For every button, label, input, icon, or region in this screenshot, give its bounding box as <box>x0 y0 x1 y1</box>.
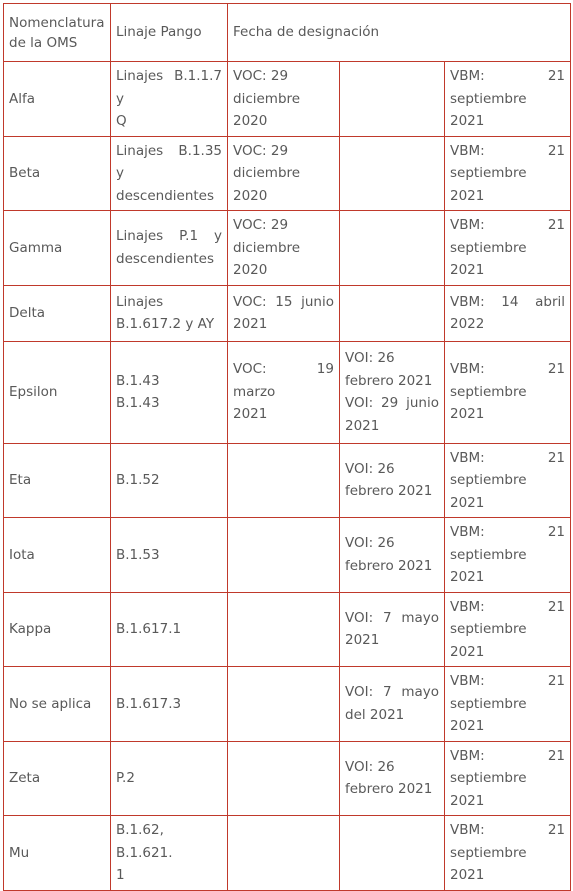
cell-pango <box>111 136 228 211</box>
table-row <box>4 667 571 742</box>
cell-line: B.1.53 <box>116 546 160 563</box>
cell-line: 2021 <box>233 316 268 332</box>
variants-table <box>3 3 571 891</box>
cell-voi <box>340 741 445 816</box>
cell-voc <box>228 341 340 443</box>
cell-voc <box>228 816 340 891</box>
cell-pango <box>111 211 228 286</box>
cell-line: VBM: 14 abril <box>450 293 566 310</box>
cell-line: VBM: 21 <box>450 822 566 838</box>
header-designation-date: Fecha de designación <box>228 4 571 62</box>
cell-name <box>4 741 111 816</box>
header-who-name <box>4 4 111 62</box>
cell-line: diciembre 2020 <box>233 239 301 278</box>
cell-line: VBM: 21 <box>450 68 566 84</box>
cell-vbm <box>445 136 571 211</box>
cell-text: No se aplica <box>9 695 92 712</box>
table-row <box>4 443 571 518</box>
cell-line: septiembre 2021 <box>450 90 527 129</box>
cell-line: B.1.62, B.1.621. <box>116 822 173 861</box>
cell-voi <box>340 667 445 742</box>
cell-line: VOI: 26 <box>345 350 395 366</box>
cell-name <box>4 518 111 593</box>
cell-pango <box>111 667 228 742</box>
cell-line: 1 <box>116 867 125 883</box>
header-row <box>4 4 571 62</box>
cell-line: VBM: 21 <box>450 217 566 233</box>
cell-line: VBM: 21 <box>450 449 566 466</box>
cell-pango <box>111 341 228 443</box>
cell-text: Beta <box>9 165 41 181</box>
cell-line: 2021 <box>345 632 380 649</box>
cell-text: Alfa <box>9 90 36 107</box>
cell-text: Gamma <box>9 239 63 256</box>
cell-pango <box>111 518 228 593</box>
cell-vbm <box>445 518 571 593</box>
cell-line: septiembre 2021 <box>450 472 527 511</box>
cell-line: diciembre 2020 <box>233 165 301 204</box>
cell-line: Q <box>116 113 127 129</box>
cell-voi <box>340 816 445 891</box>
cell-line: Linajes B.1.1.7 y <box>116 68 222 107</box>
table-row <box>4 62 571 137</box>
table-row <box>4 741 571 816</box>
table-row <box>4 816 571 891</box>
cell-voc <box>228 211 340 286</box>
cell-voi <box>340 443 445 518</box>
cell-text: Delta <box>9 304 46 321</box>
cell-line: B.1.617.2 y AY <box>116 316 215 332</box>
cell-pango <box>111 816 228 891</box>
cell-voc <box>228 592 340 667</box>
cell-name <box>4 136 111 211</box>
cell-name <box>4 816 111 891</box>
cell-line: Linajes B.1.35 y <box>116 142 222 181</box>
cell-line: VBM: 21 <box>450 361 566 378</box>
table-row <box>4 518 571 593</box>
cell-pango <box>111 592 228 667</box>
cell-line: B.1.617.3 <box>116 695 182 712</box>
cell-line: diciembre 2020 <box>233 90 301 129</box>
cell-text: Eta <box>9 472 32 488</box>
table-row <box>4 341 571 443</box>
cell-vbm <box>445 285 571 341</box>
cell-line: B.1.43 <box>116 372 160 389</box>
cell-text: Iota <box>9 546 35 563</box>
cell-line: 2021 <box>345 417 380 434</box>
cell-line: septiembre 2021 <box>450 695 527 734</box>
cell-text: Mu <box>9 844 30 861</box>
cell-name <box>4 62 111 137</box>
cell-voc <box>228 443 340 518</box>
cell-text: Zeta <box>9 770 41 786</box>
cell-voi <box>340 341 445 443</box>
cell-line: septiembre 2021 <box>450 239 527 278</box>
cell-line: descendientes <box>116 250 215 267</box>
cell-line: VOC: 29 <box>233 142 289 159</box>
cell-line: febrero 2021 <box>345 372 433 389</box>
cell-voc <box>228 741 340 816</box>
table-row <box>4 136 571 211</box>
cell-vbm <box>445 341 571 443</box>
cell-voi <box>340 592 445 667</box>
cell-vbm <box>445 443 571 518</box>
cell-line: VBM: 21 <box>450 598 566 615</box>
cell-line: septiembre 2021 <box>450 165 527 204</box>
cell-line: VOC: 29 <box>233 217 289 233</box>
table-row <box>4 285 571 341</box>
cell-voc <box>228 136 340 211</box>
cell-vbm <box>445 592 571 667</box>
cell-line: Linajes <box>116 293 164 310</box>
cell-line: B.1.52 <box>116 472 160 488</box>
cell-line: B.1.43 <box>116 395 160 411</box>
cell-line: VBM: 21 <box>450 747 566 764</box>
cell-line: VOC: 29 <box>233 68 289 84</box>
cell-name <box>4 211 111 286</box>
cell-pango <box>111 443 228 518</box>
table-row <box>4 592 571 667</box>
table-row <box>4 211 571 286</box>
cell-line: febrero 2021 <box>345 557 433 574</box>
cell-name <box>4 667 111 742</box>
cell-vbm <box>445 667 571 742</box>
cell-voc <box>228 518 340 593</box>
cell-voi <box>340 136 445 211</box>
cell-line: P.2 <box>116 770 135 786</box>
cell-voc <box>228 62 340 137</box>
cell-line: descendientes <box>116 187 215 204</box>
cell-line: febrero 2021 <box>345 781 433 798</box>
cell-line: febrero 2021 <box>345 483 433 500</box>
cell-line: VOI: 26 <box>345 460 395 477</box>
cell-line: 2021 <box>233 406 268 423</box>
cell-line: VBM: 21 <box>450 142 566 159</box>
cell-line: VOC: 19 marzo <box>233 361 334 400</box>
cell-line: 2022 <box>450 316 485 332</box>
cell-vbm <box>445 62 571 137</box>
cell-line: VOI: 29 junio <box>345 395 439 411</box>
cell-vbm <box>445 741 571 816</box>
cell-text: Epsilon <box>9 383 58 400</box>
cell-line: Linajes P.1 y <box>116 228 222 245</box>
cell-voi <box>340 518 445 593</box>
cell-line: VOI: 7 mayo <box>345 684 439 701</box>
cell-voi <box>340 62 445 137</box>
cell-line: VOI: 26 <box>345 535 395 552</box>
cell-line: septiembre 2021 <box>450 621 527 660</box>
cell-line: septiembre 2021 <box>450 383 527 423</box>
cell-line: VBM: 21 <box>450 524 566 540</box>
header-pango: Linaje Pango <box>111 4 228 62</box>
cell-line: VOI: 26 <box>345 758 395 775</box>
cell-line: B.1.617.1 <box>116 621 182 637</box>
cell-line: septiembre 2021 <box>450 844 527 883</box>
cell-text: Kappa <box>9 621 52 637</box>
cell-line: del 2021 <box>345 706 405 723</box>
cell-line: VBM: 21 <box>450 673 566 689</box>
cell-voc <box>228 667 340 742</box>
cell-pango <box>111 741 228 816</box>
cell-vbm <box>445 816 571 891</box>
cell-voc <box>228 285 340 341</box>
cell-pango <box>111 62 228 137</box>
cell-line: VOI: 7 mayo <box>345 609 439 626</box>
cell-name <box>4 341 111 443</box>
cell-voi <box>340 285 445 341</box>
cell-line: septiembre 2021 <box>450 546 527 585</box>
cell-line: septiembre 2021 <box>450 770 527 809</box>
cell-name <box>4 285 111 341</box>
cell-vbm <box>445 211 571 286</box>
cell-name <box>4 592 111 667</box>
header-who-name-text: Nomenclatura de la OMS <box>9 14 105 51</box>
cell-pango <box>111 285 228 341</box>
cell-name <box>4 443 111 518</box>
cell-voi <box>340 211 445 286</box>
cell-line: VOC: 15 junio <box>233 293 334 310</box>
